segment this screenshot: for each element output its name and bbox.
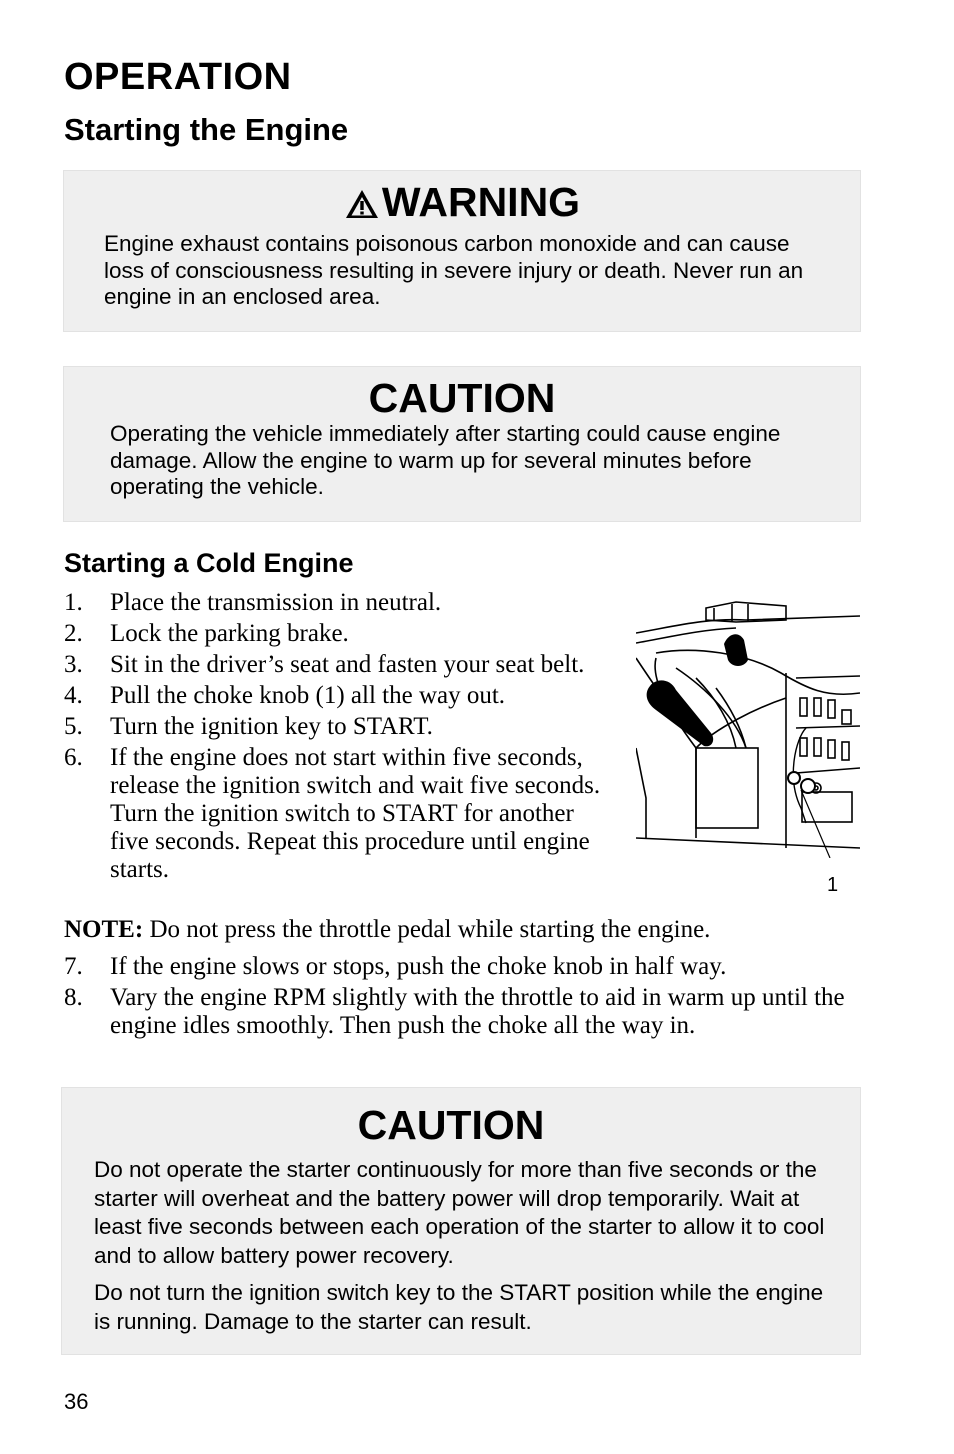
- caution-box-starter: [61, 1087, 861, 1355]
- cold-engine-title: Starting a Cold Engine: [64, 548, 354, 578]
- caution-text: Operating the vehicle immediately after starting could cause engine damage. Allow the engine to warm up for several minutes before operating the vehicle.: [110, 421, 781, 499]
- caution-title: CAUTION: [357, 1102, 545, 1148]
- step-text: If the engine does not start within five seconds, release the ignition switch and wait five seconds. Turn the ignition switch to START for another five seconds. Repeat this procedure until engine starts.: [110, 744, 601, 883]
- step-number: 7.: [64, 953, 83, 980]
- list-item: [64, 744, 604, 884]
- warning-box: [63, 170, 861, 332]
- list-item: [64, 953, 854, 981]
- step-number: 8.: [64, 984, 83, 1011]
- step-text: Place the transmission in neutral.: [110, 589, 442, 616]
- list-item: [64, 682, 604, 710]
- step-number: 6.: [64, 744, 83, 771]
- caution-text: Do not operate the starter continuously for more than five seconds or the starter will overheat and the battery power will drop temporarily. Wait at least five seconds between each operation of the starter to allow it to cool and to allow battery power recovery.: [94, 1157, 825, 1268]
- step-number: 4.: [64, 682, 83, 709]
- step-text: Turn the ignition key to START.: [110, 713, 433, 740]
- caution-text: Do not turn the ignition switch key to the START position while the engine is running. Damage to the starter can result.: [94, 1280, 824, 1334]
- list-item: [64, 984, 854, 1040]
- warning-triangle-icon: [344, 188, 380, 220]
- section-title: OPERATION: [64, 56, 292, 98]
- step-number: 1.: [64, 589, 83, 616]
- warning-text: Engine exhaust contains poisonous carbon monoxide and can cause loss of consciousness resulting in severe injury or death. Never run an engine in an enclosed area.: [104, 231, 804, 309]
- step-text: Sit in the driver’s seat and fasten your seat belt.: [110, 651, 585, 678]
- caution-title: CAUTION: [368, 375, 556, 421]
- caution-box-start: [63, 366, 861, 522]
- step-text: Lock the parking brake.: [110, 620, 349, 647]
- steps-list: [64, 589, 604, 887]
- list-item: [64, 620, 604, 648]
- steps-list-continued: [64, 953, 854, 1043]
- dashboard-choke-illustration: [636, 598, 860, 858]
- list-item: [64, 589, 604, 617]
- step-text: If the engine slows or stops, push the choke knob in half way.: [110, 953, 727, 980]
- warning-title: WARNING: [381, 179, 581, 225]
- note-text: Do not press the throttle pedal while starting the engine.: [143, 916, 711, 943]
- step-text: Pull the choke knob (1) all the way out.: [110, 682, 506, 709]
- note: [64, 916, 710, 944]
- step-text: Vary the engine RPM slightly with the throttle to aid in warm up until the engine idles smoothly. Then push the choke all the way in.: [110, 984, 845, 1039]
- step-number: 5.: [64, 713, 83, 740]
- note-label: NOTE:: [64, 916, 144, 943]
- subsection-title: Starting the Engine: [64, 112, 349, 147]
- list-item: [64, 651, 604, 679]
- step-number: 3.: [64, 651, 83, 678]
- page-number: 36: [64, 1389, 89, 1414]
- callout-label: 1: [827, 874, 839, 896]
- step-number: 2.: [64, 620, 83, 647]
- warning-heading: [64, 179, 860, 225]
- list-item: [64, 713, 604, 741]
